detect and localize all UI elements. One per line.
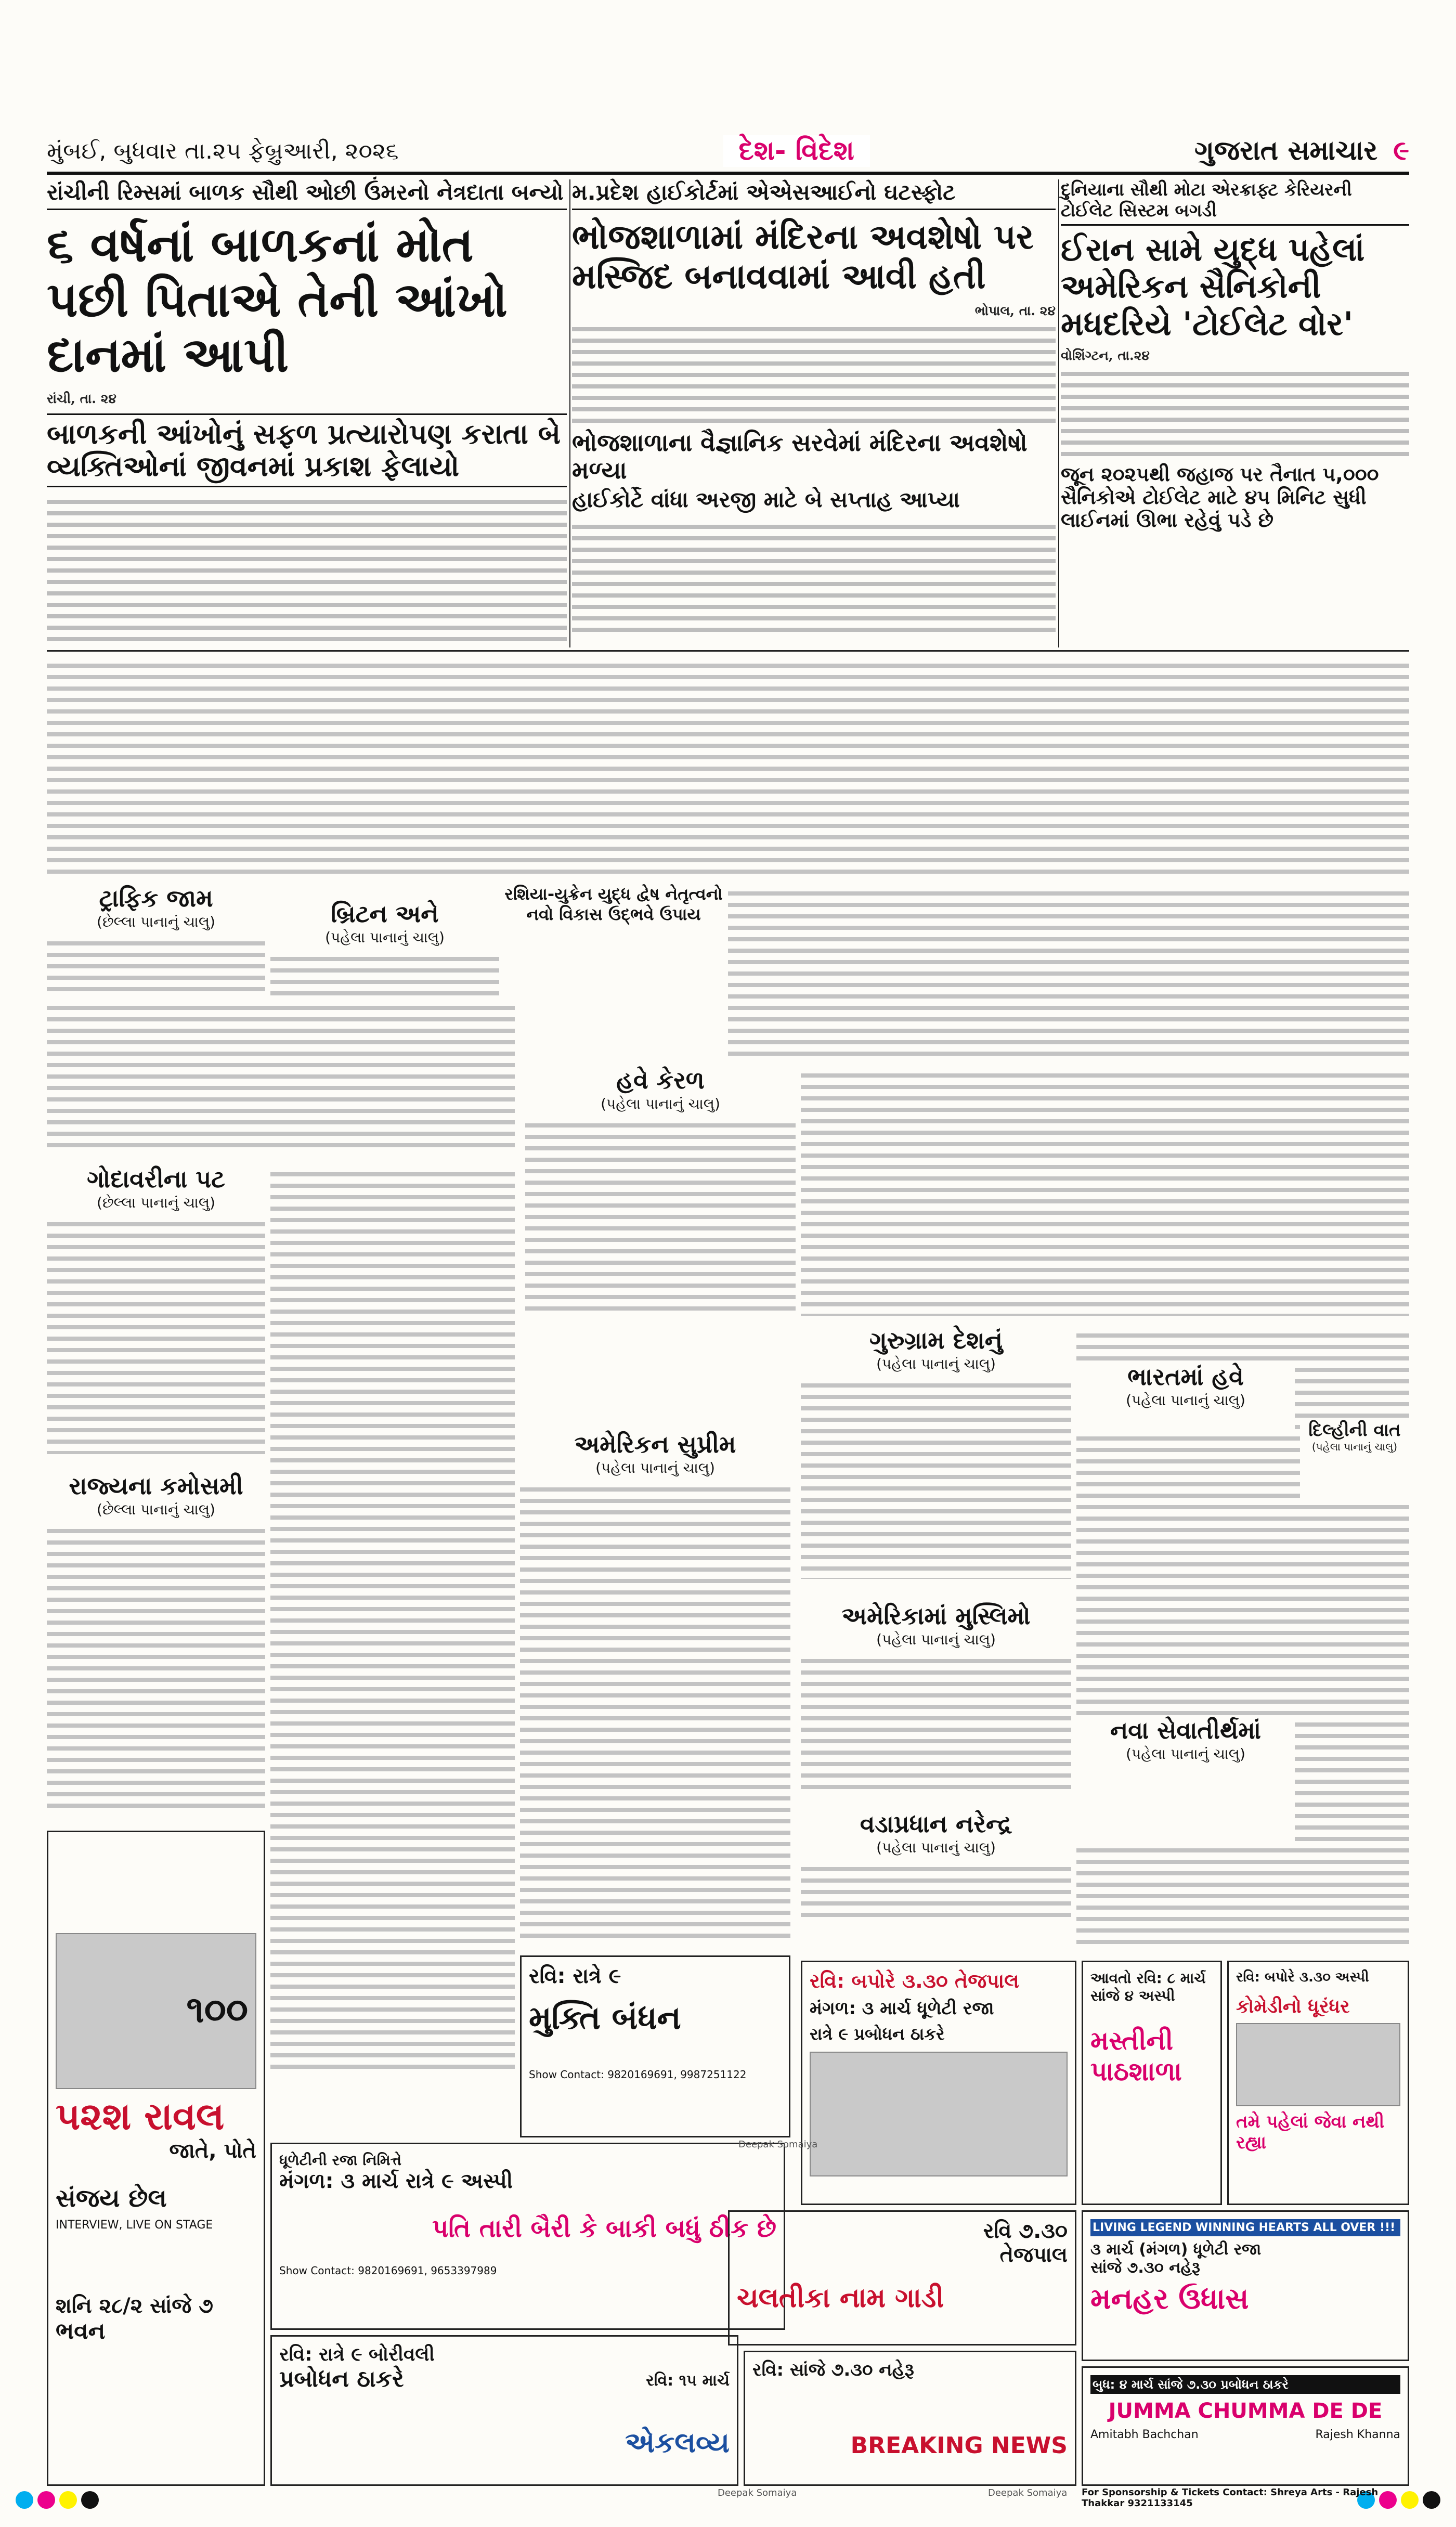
ad-venue: ભવન	[56, 2318, 106, 2344]
story-subhead: જૂન ૨૦૨૫થી જહાજ પર તૈનાત ૫,૦૦૦ સૈનિકોએ ટોઈલેટ માટે ૪૫ મિનિટ સુધી લાઈનમાં ઊભા રહેવું પડે છે	[1061, 463, 1379, 532]
registration-mark	[37, 2491, 55, 2509]
story-kicker: મ.પ્રદેશ હાઈકોર્ટમાં એએસઆઈનો ઘટસ્ફોટ	[572, 179, 1056, 210]
body-text-placeholder	[801, 1652, 1071, 1792]
ad-title: મસ્તીની પાઠશાળા	[1090, 2026, 1182, 2087]
body-text-placeholder	[47, 1522, 265, 1813]
ad-count: ૧૦૦	[186, 1988, 248, 2031]
body-text-placeholder	[525, 1116, 796, 1314]
cont-title: બ્રિટન અને	[331, 900, 439, 928]
photo-credit: Deepak Somaiya	[988, 2487, 1068, 2498]
ad-mukti-bandhan	[520, 1955, 790, 2137]
cont-sub: (પહેલા પાનાનું ચાલુ)	[1126, 1745, 1245, 1763]
ad-title: ૫૨શ રાવલ	[56, 2094, 225, 2138]
cont-us-supreme	[520, 1430, 790, 1950]
divider	[47, 650, 1409, 652]
ad-jumma-chumma	[1082, 2366, 1409, 2486]
body-text-placeholder	[572, 320, 1056, 424]
cont-title: દિલ્હીની વાત	[1308, 1420, 1401, 1441]
registration-mark	[16, 2491, 33, 2509]
story-bhojshala	[572, 179, 1056, 647]
ad-contact: Show Contact: 9820169691, 9987251122	[529, 2068, 747, 2081]
ad-title: મુક્તિ બંધન	[529, 1999, 681, 2037]
ad-day: શનિ ૨૮/૨ સાંજે ૭	[56, 2294, 213, 2318]
ad-title: BREAKING NEWS	[850, 2432, 1068, 2459]
column-rule	[569, 179, 570, 647]
cont-title: અમેરિકન સુપ્રીમ	[574, 1430, 736, 1458]
cont-traffic	[47, 884, 265, 988]
cont-title: ટ્રાફિક જામ	[99, 884, 213, 912]
cont-title: વડાપ્રધાન નરેન્દ્ર	[860, 1810, 1012, 1838]
body-columns	[270, 1165, 515, 2070]
ad-paresh-rawal	[47, 1831, 265, 2486]
story-toilet-war	[1061, 179, 1409, 647]
body-columns	[47, 999, 515, 1155]
ad-tag: INTERVIEW, LIVE ON STAGE	[56, 2219, 213, 2232]
ad-contact: Show Contact: 9820169691, 9653397989	[279, 2264, 497, 2277]
ad-line: રવિ ૭.૩૦	[983, 2219, 1068, 2243]
performer-photo	[1236, 2023, 1400, 2106]
body-text-placeholder	[1061, 365, 1409, 458]
cont-sub: (છેલ્લા પાનાનું ચાલુ)	[97, 1501, 215, 1518]
body-text-placeholder	[520, 1480, 790, 1938]
registration-mark	[1423, 2491, 1440, 2509]
cont-russia	[504, 884, 723, 947]
ad-line: ૩ માર્ચ (મંગળ) ધૂળેટી રજા	[1090, 2240, 1262, 2259]
cont-navsari	[1076, 1716, 1295, 1841]
ad-title: પતિ તારી બૈરી કે બાકી બધું ઠીક છે	[432, 2214, 776, 2243]
cont-sub: (પહેલા પાનાનું ચાલુ)	[876, 1839, 996, 1856]
story-headline: ભોજશાળામાં મંદિરના અવશેષો પર મસ્જિદ બનાવવામાં આવી હતી	[572, 217, 1034, 296]
cont-sub: (છેલ્લા પાનાનું ચાલુ)	[97, 1194, 215, 1211]
ad-line: તેજપાલ	[999, 2243, 1068, 2267]
cont-title: નવા સેવાતીર્થમાં	[1110, 1716, 1262, 1744]
story-dateline: વોશિંગ્ટન, તા.૨૪	[1061, 347, 1150, 363]
story-dateline: ભોપાલ, તા. ૨૪	[974, 303, 1056, 318]
ad-ekalavya	[270, 2335, 738, 2486]
ad-komedi	[1227, 1961, 1409, 2205]
body-columns	[728, 884, 1409, 1061]
cont-title: અમેરિકામાં મુસ્લિમો	[841, 1602, 1031, 1630]
performer-photo	[810, 2052, 1068, 2176]
ad-breaking-news	[744, 2351, 1076, 2486]
ad-subtitle: તમે પહેલાં જેવા નથી રહ્યા	[1236, 2111, 1385, 2153]
cont-godavari	[47, 1165, 265, 1456]
cont-sub: (પહેલા પાનાનું ચાલુ)	[876, 1631, 996, 1648]
ad-day: રવિ: બપોરે ૩.૩૦ અસ્પી	[1236, 1969, 1369, 1985]
cont-rajya	[47, 1472, 265, 1825]
cont-pm-box	[801, 1810, 1071, 1924]
body-columns	[47, 656, 1409, 875]
body-text-placeholder	[572, 517, 1056, 632]
ad-line: મંગળ: ૩ માર્ચ રાત્રે ૯ અસ્પી	[279, 2169, 513, 2193]
page-number: ૯	[1393, 135, 1409, 166]
ad-title: એકલવ્ય	[625, 2426, 730, 2459]
story-headline: ઈરાન સામે યુદ્ધ પહેલાં અમેરિકન સૈનિકોની મધદરિયે 'ટોઈલેટ વોર'	[1061, 230, 1365, 343]
column-rule	[1058, 179, 1059, 647]
ad-day: રવિ: રાત્રે ૯	[529, 1964, 621, 1988]
ad-line: મંગળ: ૩ માર્ચ ધૂળેટી રજા	[810, 1998, 994, 2019]
cont-title: હવે કેરળ	[616, 1066, 705, 1094]
story-ranchi	[47, 179, 567, 647]
ad-subtitle: જાતે, પોતે	[169, 2139, 256, 2163]
cont-britain	[270, 900, 499, 1004]
ad-line: પ્રબોધન ઠાકરે	[279, 2366, 404, 2392]
ad-line: સાંજે ૪ અસ્પી	[1090, 1987, 1175, 2004]
body-columns	[801, 1066, 1409, 1316]
date-line: મુંબઈ, બુધવાર તા.૨૫ ફેબ્રુઆરી, ૨૦૨૬	[47, 137, 399, 164]
story-headline: ૬ વર્ષનાં બાળકનાં મોત પછી પિતાએ તેની આંખો દાનમાં આપી	[47, 217, 508, 383]
ad-title: ચલતીકા નામ ગાડી	[737, 2283, 944, 2314]
photo-credit: Deepak Somaiya	[738, 2139, 818, 2150]
cont-title: ગોદાવરીના પટ	[87, 1165, 225, 1193]
ad-title: મનહર ઉધાસ	[1090, 2282, 1249, 2316]
ad-line: રવિ: ૧૫ માર્ચ	[646, 2372, 730, 2390]
story-subhead: ભોજશાળાના વૈજ્ઞાનિક સરવેમાં મંદિરના અવશેષો મળ્યા	[572, 429, 1028, 485]
body-text-placeholder	[47, 1215, 265, 1454]
ad-line: રવિ: રાત્રે ૯ બોરીવલી	[279, 2344, 435, 2365]
cont-muslim	[801, 1602, 1071, 1799]
cont-title: રશિયા-યુક્રેન યુદ્ધ દ્વેષ નેતૃત્વનો નવો વિકાસ ઉદ્ભવે ઉપાય	[504, 884, 723, 924]
body-text-placeholder	[801, 1376, 1071, 1579]
ad-chalti-ka-naam	[728, 2210, 1076, 2345]
cont-title: ગુરુગ્રામ દેશનું	[869, 1326, 1003, 1354]
page-header	[47, 130, 1409, 175]
registration-mark	[81, 2491, 99, 2509]
ad-name: સંજય છેલ	[56, 2184, 167, 2213]
ad-pati-tari	[270, 2143, 785, 2330]
story-kicker: દુનિયાના સૌથી મોટા એરક્રાફ્ટ કેરિયરની ટોઈલેટ સિસ્ટમ બગડી	[1061, 179, 1409, 226]
ad-masti-pathshala	[1082, 1961, 1222, 2205]
cont-sub: (પહેલા પાનાનું ચાલુ)	[876, 1355, 996, 1372]
cont-sub: (પહેલા પાનાનું ચાલુ)	[1311, 1441, 1398, 1453]
ad-line: આવતો રવિ: ૮ માર્ચ	[1090, 1969, 1206, 1987]
cont-sub: (છેલ્લા પાનાનું ચાલુ)	[97, 913, 215, 930]
ad-artist: Amitabh Bachchan Rajesh Khanna	[1090, 2428, 1400, 2441]
cont-sub: (પહેલા પાનાનું ચાલુ)	[1126, 1392, 1245, 1409]
ad-line: રવિ: સાંજે ૭.૩૦ નહેરૂ	[752, 2360, 914, 2380]
cont-gurugram	[801, 1326, 1071, 1586]
story-dateline: રાંચી, તા. ૨૪	[47, 391, 116, 407]
ad-line: ધૂળેટીની રજા નિમિત્તે	[279, 2152, 402, 2169]
ad-banner: LIVING LEGEND WINNING HEARTS ALL OVER !!!	[1090, 2219, 1400, 2236]
cont-sub: (પહેલા પાનાનું ચાલુ)	[325, 929, 445, 946]
ad-title: કોમેડીનો ધૂરંધર	[1236, 1996, 1350, 2017]
photo-credit: Deepak Somaiya	[718, 2487, 797, 2498]
cont-sub: (પહેલા પાનાનું ચાલુ)	[601, 1095, 720, 1112]
ad-line: બુધ: ૪ માર્ચ સાંજે ૭.૩૦ પ્રબોધન ઠાકરે	[1090, 2375, 1400, 2394]
registration-mark	[59, 2491, 77, 2509]
cont-delhi	[1300, 1420, 1409, 1503]
cont-sub: (પહેલા પાનાનું ચાલુ)	[595, 1459, 715, 1476]
ad-line: રાત્રે ૯ પ્રબોધન ઠાકરે	[810, 2024, 945, 2044]
cont-bharat	[1076, 1363, 1295, 1435]
story-subhead-2: હાઈકોર્ટે વાંધા અરજી માટે બે સપ્તાહ આપ્યા	[572, 487, 960, 513]
sponsor-footer: For Sponsorship & Tickets Contact: Shreya Arts - Rajesh Thakkar 9321133145	[1082, 2487, 1379, 2509]
paper-logo: ગુજરાત સમાચાર ૯	[1194, 135, 1409, 166]
section-title: દેશ- વિદેશ	[723, 135, 870, 167]
ad-line: રવિ: બપોરે ૩.૩૦ તેજપાલ	[810, 1969, 1019, 1992]
body-text-placeholder	[801, 1860, 1071, 1922]
story-kicker: રાંચીની રિમ્સમાં બાળક સૌથી ઓછી ઉંમરનો નેત્રદાતા બન્યો	[47, 179, 567, 210]
story-subhead: બાળકની આંખોનું સફળ પ્રત્યારોપણ કરાતા બે વ્યક્તિઓનાં જીવનમાં પ્રકાશ ફેલાયો	[47, 413, 567, 487]
cont-title: ભારતમાં હવે	[1127, 1363, 1244, 1391]
ad-title: JUMMA CHUMMA DE DE	[1108, 2399, 1383, 2423]
ad-manhar-udhas	[1082, 2210, 1409, 2361]
body-text-placeholder	[47, 934, 265, 991]
cont-kerala	[525, 1066, 796, 1316]
cont-title: રાજ્યના કમોસમી	[69, 1472, 243, 1500]
body-text-placeholder	[47, 493, 567, 649]
ad-line: સાંજે ૭.૩૦ નહેરૂ	[1090, 2259, 1200, 2277]
ad-tejpal-ramesh	[801, 1961, 1076, 2205]
